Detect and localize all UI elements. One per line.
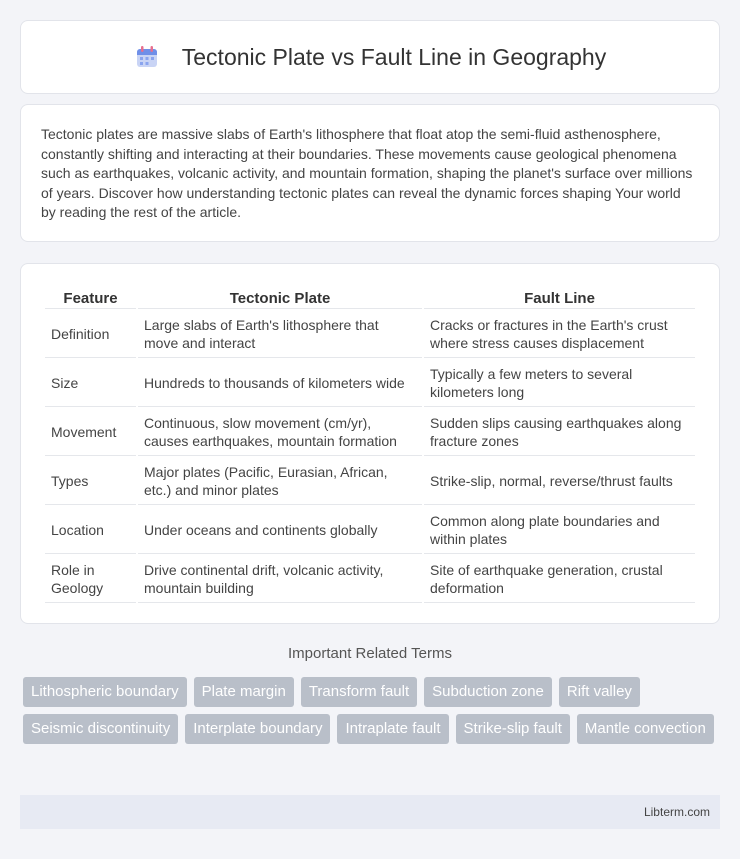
cell-tectonic-plate: Under oceans and continents globally [138, 507, 422, 554]
table-row [45, 458, 695, 505]
tag-mantle-convection[interactable]: Mantle convection [577, 714, 714, 744]
cell-feature: Definition [45, 311, 136, 358]
cell-feature: Location [45, 507, 136, 554]
intro-card [20, 104, 720, 242]
table-row [45, 507, 695, 554]
header-tectonic-plate: Tectonic Plate [138, 287, 422, 309]
tag-subduction-zone[interactable]: Subduction zone [424, 677, 552, 707]
table-row [45, 556, 695, 603]
table-row [45, 311, 695, 358]
cell-fault-line: Strike-slip, normal, reverse/thrust faults [424, 458, 695, 505]
cell-feature: Role in Geology [45, 556, 136, 603]
cell-fault-line: Common along plate boundaries and within plates [424, 507, 695, 554]
cell-tectonic-plate: Hundreds to thousands of kilometers wide [138, 360, 422, 407]
related-terms-title: Important Related Terms [288, 645, 452, 662]
tag-transform-fault[interactable]: Transform fault [301, 677, 417, 707]
footer [20, 795, 720, 829]
cell-feature: Movement [45, 409, 136, 456]
footer-brand-link[interactable]: Libterm.com [643, 805, 710, 819]
related-terms-list [23, 677, 723, 744]
cell-feature: Size [45, 360, 136, 407]
cell-tectonic-plate: Major plates (Pacific, Eurasian, African, etc.) and minor plates [138, 458, 422, 505]
cell-tectonic-plate: Large slabs of Earth's lithosphere that move and interact [138, 311, 422, 358]
table-row [45, 409, 695, 456]
tag-lithospheric-boundary[interactable]: Lithospheric boundary [23, 677, 187, 707]
tag-interplate-boundary[interactable]: Interplate boundary [185, 714, 330, 744]
header-fault-line: Fault Line [424, 287, 695, 309]
calendar-icon [134, 44, 160, 70]
tag-rift-valley[interactable]: Rift valley [559, 677, 640, 707]
comparison-table [43, 285, 697, 605]
tag-plate-margin[interactable]: Plate margin [194, 677, 294, 707]
tag-seismic-discontinuity[interactable]: Seismic discontinuity [23, 714, 178, 744]
cell-fault-line: Cracks or fractures in the Earth's crust where stress causes displacement [424, 311, 695, 358]
intro-text: Tectonic plates are massive slabs of Earth's lithosphere that float atop the semi-fluid asthenosphere, constantly shifting and interacting at their boundaries. These movements cause geological phenomena such as earthquakes, volcanic activity, and mountain formation, shaping the planet's surface over millions of years. Discover how understanding tectonic plates can reveal the dynamic forces shaping Your world by reading the rest of the article. [41, 126, 693, 220]
cell-fault-line: Sudden slips causing earthquakes along fracture zones [424, 409, 695, 456]
cell-tectonic-plate: Continuous, slow movement (cm/yr), causes earthquakes, mountain formation [138, 409, 422, 456]
tag-intraplate-fault[interactable]: Intraplate fault [337, 714, 448, 744]
cell-fault-line: Typically a few meters to several kilometers long [424, 360, 695, 407]
table-row [45, 360, 695, 407]
header-feature: Feature [45, 287, 136, 309]
cell-feature: Types [45, 458, 136, 505]
header-card [20, 20, 720, 94]
cell-tectonic-plate: Drive continental drift, volcanic activity, mountain building [138, 556, 422, 603]
page-title: Tectonic Plate vs Fault Line in Geography [181, 43, 607, 70]
cell-fault-line: Site of earthquake generation, crustal deformation [424, 556, 695, 603]
table-header-row [45, 287, 695, 309]
comparison-table-card [20, 263, 720, 624]
tag-strike-slip-fault[interactable]: Strike-slip fault [456, 714, 570, 744]
